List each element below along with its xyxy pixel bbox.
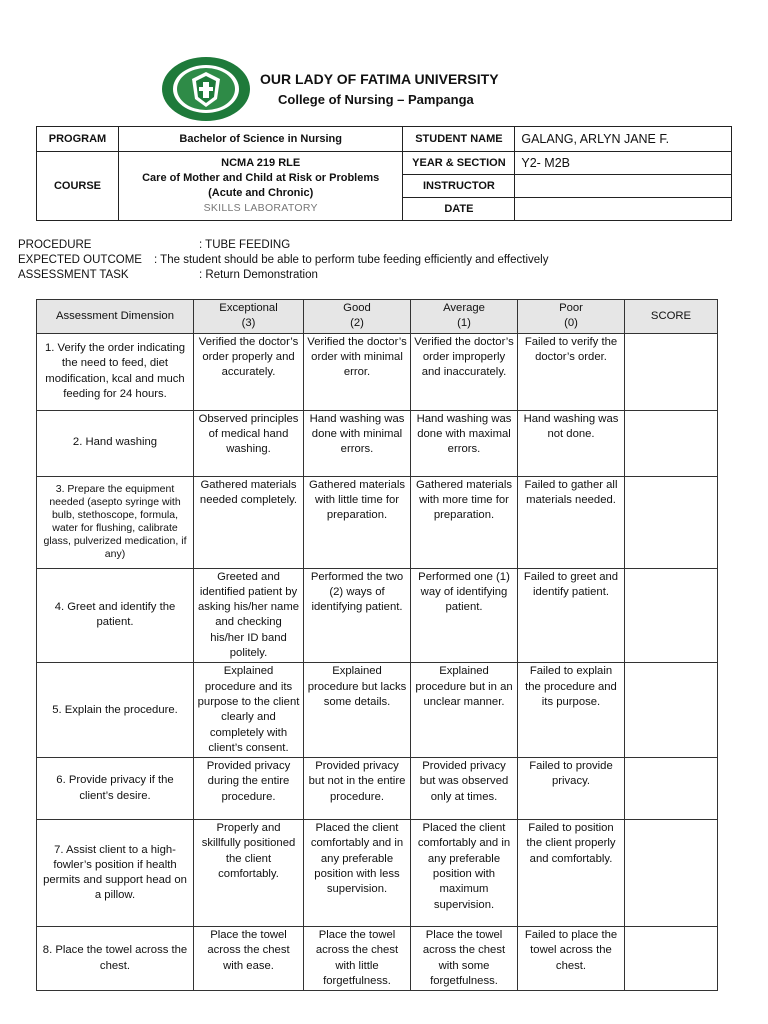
assessment-rubric-table bbox=[36, 299, 718, 991]
row-2-exceptional: Observed principles of medical hand washing. bbox=[194, 410, 304, 476]
course-label: COURSE bbox=[37, 152, 119, 221]
header-exceptional bbox=[194, 300, 304, 334]
row-3-average: Gathered materials with more time for preparation. bbox=[411, 476, 518, 568]
row-2-score bbox=[625, 410, 718, 476]
row-2-dimension: 2. Hand washing bbox=[37, 410, 194, 476]
rubric-row bbox=[37, 758, 718, 820]
row-7-average: Placed the client comfortably and in any preferable position with maximum supervision. bbox=[411, 820, 518, 927]
course-title-line-2: (Acute and Chronic) bbox=[208, 187, 314, 199]
student-name-label: STUDENT NAME bbox=[403, 127, 515, 152]
row-5-exceptional: Explained procedure and its purpose to the client clearly and completely with client’s consent. bbox=[194, 663, 304, 758]
program-value: Bachelor of Science in Nursing bbox=[118, 127, 402, 152]
row-1-dimension: 1. Verify the order indicating the need to feed, diet modification, kcal and much feeding for 24 hours. bbox=[37, 333, 194, 410]
row-6-good: Provided privacy but not in the entire procedure. bbox=[304, 758, 411, 820]
row-3-good: Gathered materials with little time for preparation. bbox=[304, 476, 411, 568]
procedure-label: PROCEDURE bbox=[18, 239, 92, 251]
course-code: NCMA 219 RLE bbox=[221, 157, 301, 169]
header-poor bbox=[518, 300, 625, 334]
row-5-poor: Failed to explain the procedure and its purpose. bbox=[518, 663, 625, 758]
row-8-good: Place the towel across the chest with little forgetfulness. bbox=[304, 927, 411, 991]
instructor-label: INSTRUCTOR bbox=[403, 175, 515, 198]
header-poor-label: Poor bbox=[559, 302, 583, 314]
header-average bbox=[411, 300, 518, 334]
row-7-score bbox=[625, 820, 718, 927]
program-label: PROGRAM bbox=[37, 127, 119, 152]
row-6-poor: Failed to provide privacy. bbox=[518, 758, 625, 820]
header-score: SCORE bbox=[625, 300, 718, 334]
row-3-poor: Failed to gather all materials needed. bbox=[518, 476, 625, 568]
row-4-score bbox=[625, 568, 718, 663]
header-assessment-dimension: Assessment Dimension bbox=[37, 300, 194, 334]
row-8-score bbox=[625, 927, 718, 991]
university-name: OUR LADY OF FATIMA UNIVERSITY bbox=[260, 71, 499, 87]
rubric-row bbox=[37, 663, 718, 758]
rubric-row bbox=[37, 568, 718, 663]
header-good-label: Good bbox=[343, 302, 371, 314]
rubric-row bbox=[37, 333, 718, 410]
row-7-dimension: 7. Assist client to a high-fowler’s position if health permits and support head on a pillow. bbox=[37, 820, 194, 927]
row-8-dimension: 8. Place the towel across the chest. bbox=[37, 927, 194, 991]
row-1-score bbox=[625, 333, 718, 410]
university-seal-icon bbox=[160, 55, 252, 123]
row-5-average: Explained procedure but in an unclear manner. bbox=[411, 663, 518, 758]
row-3-score bbox=[625, 476, 718, 568]
document-header bbox=[160, 55, 580, 125]
row-4-good: Performed the two (2) ways of identifying patient. bbox=[304, 568, 411, 663]
row-7-exceptional: Properly and skillfully positioned the client comfortably. bbox=[194, 820, 304, 927]
header-average-points: (1) bbox=[457, 317, 471, 330]
row-3-exceptional: Gathered materials needed completely. bbox=[194, 476, 304, 568]
header-exceptional-points: (3) bbox=[241, 317, 256, 330]
header-good bbox=[304, 300, 411, 334]
course-details bbox=[118, 152, 402, 221]
row-2-average: Hand washing was done with maximal errors. bbox=[411, 410, 518, 476]
date-value bbox=[515, 198, 732, 221]
row-5-score bbox=[625, 663, 718, 758]
header-exceptional-label: Exceptional bbox=[219, 302, 278, 314]
header-good-points: (2) bbox=[350, 317, 364, 330]
row-1-average: Verified the doctor’s order improperly and inaccurately. bbox=[411, 333, 518, 410]
row-8-average: Place the towel across the chest with some forgetfulness. bbox=[411, 927, 518, 991]
year-section-label: YEAR & SECTION bbox=[403, 152, 515, 175]
course-title-line-1: Care of Mother and Child at Risk or Problems bbox=[142, 172, 380, 184]
row-4-poor: Failed to greet and identify patient. bbox=[518, 568, 625, 663]
assessment-task-label: ASSESSMENT TASK bbox=[18, 269, 129, 281]
student-name-value: GALANG, ARLYN JANE F. bbox=[515, 127, 732, 152]
row-4-exceptional: Greeted and identified patient by asking his/her name and checking his/her ID band politely. bbox=[194, 568, 304, 663]
year-section-value: Y2- M2B bbox=[515, 152, 732, 175]
row-2-good: Hand washing was done with minimal errors. bbox=[304, 410, 411, 476]
assessment-task-value: : Return Demonstration bbox=[199, 269, 318, 281]
row-1-good: Verified the doctor’s order with minimal error. bbox=[304, 333, 411, 410]
row-8-poor: Failed to place the towel across the chest. bbox=[518, 927, 625, 991]
header-poor-points: (0) bbox=[564, 317, 578, 330]
date-label: DATE bbox=[403, 198, 515, 221]
college-name: College of Nursing – Pampanga bbox=[278, 92, 474, 107]
row-2-poor: Hand washing was not done. bbox=[518, 410, 625, 476]
row-7-good: Placed the client comfortably and in any preferable position with less supervision. bbox=[304, 820, 411, 927]
row-1-poor: Failed to verify the doctor’s order. bbox=[518, 333, 625, 410]
row-6-exceptional: Provided privacy during the entire procedure. bbox=[194, 758, 304, 820]
instructor-value bbox=[515, 175, 732, 198]
row-6-dimension: 6. Provide privacy if the client’s desire. bbox=[37, 758, 194, 820]
procedure-value: : TUBE FEEDING bbox=[199, 239, 291, 251]
row-1-exceptional: Verified the doctor’s order properly and accurately. bbox=[194, 333, 304, 410]
rubric-row bbox=[37, 476, 718, 568]
row-4-dimension: 4. Greet and identify the patient. bbox=[37, 568, 194, 663]
row-7-poor: Failed to position the client properly and comfortably. bbox=[518, 820, 625, 927]
row-6-average: Provided privacy but was observed only at times. bbox=[411, 758, 518, 820]
row-5-dimension: 5. Explain the procedure. bbox=[37, 663, 194, 758]
expected-outcome-value: : The student should be able to perform tube feeding efficiently and effectively bbox=[154, 254, 549, 266]
expected-outcome-label: EXPECTED OUTCOME bbox=[18, 254, 142, 266]
row-6-score bbox=[625, 758, 718, 820]
course-subtitle: SKILLS LABORATORY bbox=[203, 202, 318, 214]
row-3-dimension: 3. Prepare the equipment needed (asepto syringe with bulb, stethoscope, formula, water for flushing, calibrate glass, pulverized medication, if any) bbox=[37, 476, 194, 568]
row-8-exceptional: Place the towel across the chest with ease. bbox=[194, 927, 304, 991]
rubric-row bbox=[37, 410, 718, 476]
rubric-row bbox=[37, 927, 718, 991]
rubric-row bbox=[37, 820, 718, 927]
row-5-good: Explained procedure but lacks some details. bbox=[304, 663, 411, 758]
row-4-average: Performed one (1) way of identifying patient. bbox=[411, 568, 518, 663]
header-average-label: Average bbox=[443, 302, 485, 314]
student-info-table bbox=[36, 126, 732, 221]
